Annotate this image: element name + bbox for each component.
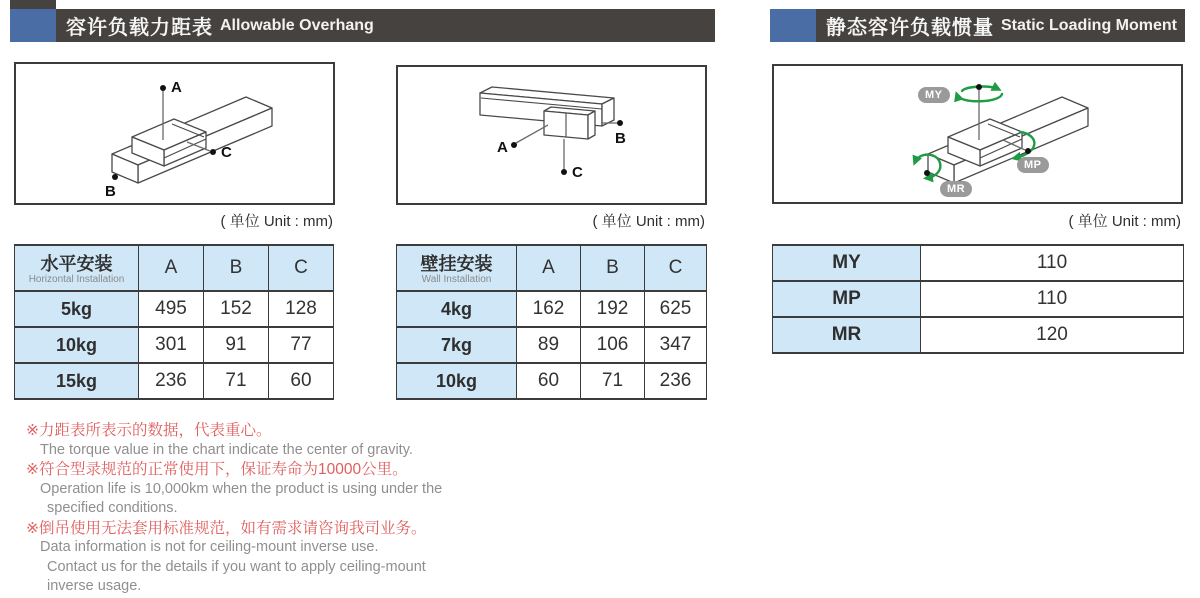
column-header-c: C <box>269 245 334 291</box>
value-cell: 89 <box>517 327 581 363</box>
table-corner-cell <box>397 245 517 291</box>
table-subtitle: Wall Installation <box>421 273 492 285</box>
table-row <box>773 245 1184 281</box>
value-cell: 60 <box>269 363 334 399</box>
row-header-mp: MP <box>773 281 921 317</box>
value-cell: 71 <box>581 363 645 399</box>
section-title-en: Allowable Overhang <box>220 16 374 34</box>
value-cell: 77 <box>269 327 334 363</box>
unit-label: ( 单位 Unit : mm) <box>1068 213 1181 230</box>
row-header: 4kg <box>397 291 517 327</box>
row-header-my: MY <box>773 245 921 281</box>
table-row <box>397 291 707 327</box>
table-corner-cell <box>15 245 139 291</box>
column-header-b: B <box>204 245 269 291</box>
mr-dot <box>924 170 930 176</box>
table-row <box>15 327 334 363</box>
footnotes <box>26 421 496 597</box>
point-c-label: C <box>572 164 583 181</box>
table-row <box>15 363 334 399</box>
section-header-static-loading-moment <box>770 9 1185 42</box>
note-line-zh: ※力距表所表示的数据，代表重心。 <box>26 422 272 439</box>
value-cell: 192 <box>581 291 645 327</box>
unit-label: ( 单位 Unit : mm) <box>592 213 705 230</box>
table-row <box>773 281 1184 317</box>
value-cell: 106 <box>581 327 645 363</box>
column-header-a: A <box>139 245 204 291</box>
point-b-label: B <box>105 183 116 200</box>
column-header-b: B <box>581 245 645 291</box>
section-header-allowable-overhang <box>10 9 715 42</box>
table-title: 壁挂安装 <box>420 253 493 274</box>
row-header: 15kg <box>15 363 139 399</box>
point-c-label: C <box>221 144 232 161</box>
table-row <box>397 363 707 399</box>
table-row <box>397 327 707 363</box>
value-cell: 152 <box>204 291 269 327</box>
my-dot <box>976 84 982 90</box>
value-cell: 495 <box>139 291 204 327</box>
value-cell: 236 <box>139 363 204 399</box>
row-header: 5kg <box>15 291 139 327</box>
column-header-a: A <box>517 245 581 291</box>
note-line-en: inverse usage. <box>47 578 142 594</box>
row-header: 10kg <box>397 363 517 399</box>
table-row <box>773 317 1184 353</box>
point-b-dot <box>617 120 623 126</box>
value-cell: 236 <box>645 363 707 399</box>
row-header: 7kg <box>397 327 517 363</box>
section-title-en: Static Loading Moment <box>1001 16 1177 34</box>
moment-table-grid <box>772 244 1184 354</box>
value-cell: 110 <box>921 245 1184 281</box>
value-cell: 71 <box>204 363 269 399</box>
point-a-label: A <box>497 139 508 156</box>
my-badge: MY <box>918 87 950 103</box>
note-line-en: Operation life is 10,000km when the product is using under the <box>40 480 443 497</box>
moment-rail-drawing <box>774 66 1181 202</box>
accent-square-icon <box>10 9 56 42</box>
horizontal-table-grid <box>14 244 334 400</box>
horizontal-table <box>14 244 334 400</box>
mp-badge: MP <box>1017 157 1049 173</box>
mp-dot <box>1025 148 1031 154</box>
note-line-zh: ※倒吊使用无法套用标准规范，如有需求请咨询我司业务。 <box>26 519 427 537</box>
point-b-dot <box>112 174 118 180</box>
note-line-zh: ※符合型录规范的正常使用下，保证寿命为10000公里。 <box>26 461 408 478</box>
mr-badge: MR <box>940 181 972 197</box>
static-moment-diagram <box>772 64 1183 204</box>
wall-table <box>396 244 707 400</box>
value-cell: 128 <box>269 291 334 327</box>
table-title: 水平安装 <box>40 253 113 274</box>
row-header-mr: MR <box>773 317 921 353</box>
wall-table-grid <box>396 244 707 400</box>
value-cell: 301 <box>139 327 204 363</box>
note-line-en: Data information is not for ceiling-mount inverse use. <box>40 539 379 555</box>
point-a-dot <box>511 142 517 148</box>
wall-rail-drawing <box>398 67 705 203</box>
wall-installation-diagram <box>396 65 707 205</box>
moment-table <box>772 244 1184 354</box>
column-header-c: C <box>645 245 707 291</box>
horizontal-installation-diagram <box>14 62 335 205</box>
header-tab-stub <box>10 0 56 9</box>
value-cell: 110 <box>921 281 1184 317</box>
point-a-label: A <box>171 79 182 96</box>
table-subtitle: Horizontal Installation <box>28 273 125 285</box>
dimension-line-a <box>516 125 548 143</box>
value-cell: 162 <box>517 291 581 327</box>
point-c-dot <box>561 169 567 175</box>
value-cell: 91 <box>204 327 269 363</box>
value-cell: 60 <box>517 363 581 399</box>
point-a-dot <box>160 85 166 91</box>
note-line-en: Contact us for the details if you want to apply ceiling-mount <box>47 558 426 575</box>
slider-side-face <box>588 111 595 139</box>
value-cell: 120 <box>921 317 1184 353</box>
table-row <box>15 291 334 327</box>
value-cell: 625 <box>645 291 707 327</box>
row-header: 10kg <box>15 327 139 363</box>
point-c-dot <box>210 149 216 155</box>
value-cell: 347 <box>645 327 707 363</box>
note-line-en: specified conditions. <box>47 500 178 516</box>
section-title-zh: 静态容许负载惯量 <box>826 17 994 39</box>
unit-label: ( 单位 Unit : mm) <box>220 213 333 230</box>
section-title-zh: 容许负载力距表 <box>66 17 213 39</box>
accent-square-icon <box>770 9 816 42</box>
note-line-en: The torque value in the chart indicate the center of gravity. <box>40 441 413 458</box>
point-b-label: B <box>615 130 626 147</box>
